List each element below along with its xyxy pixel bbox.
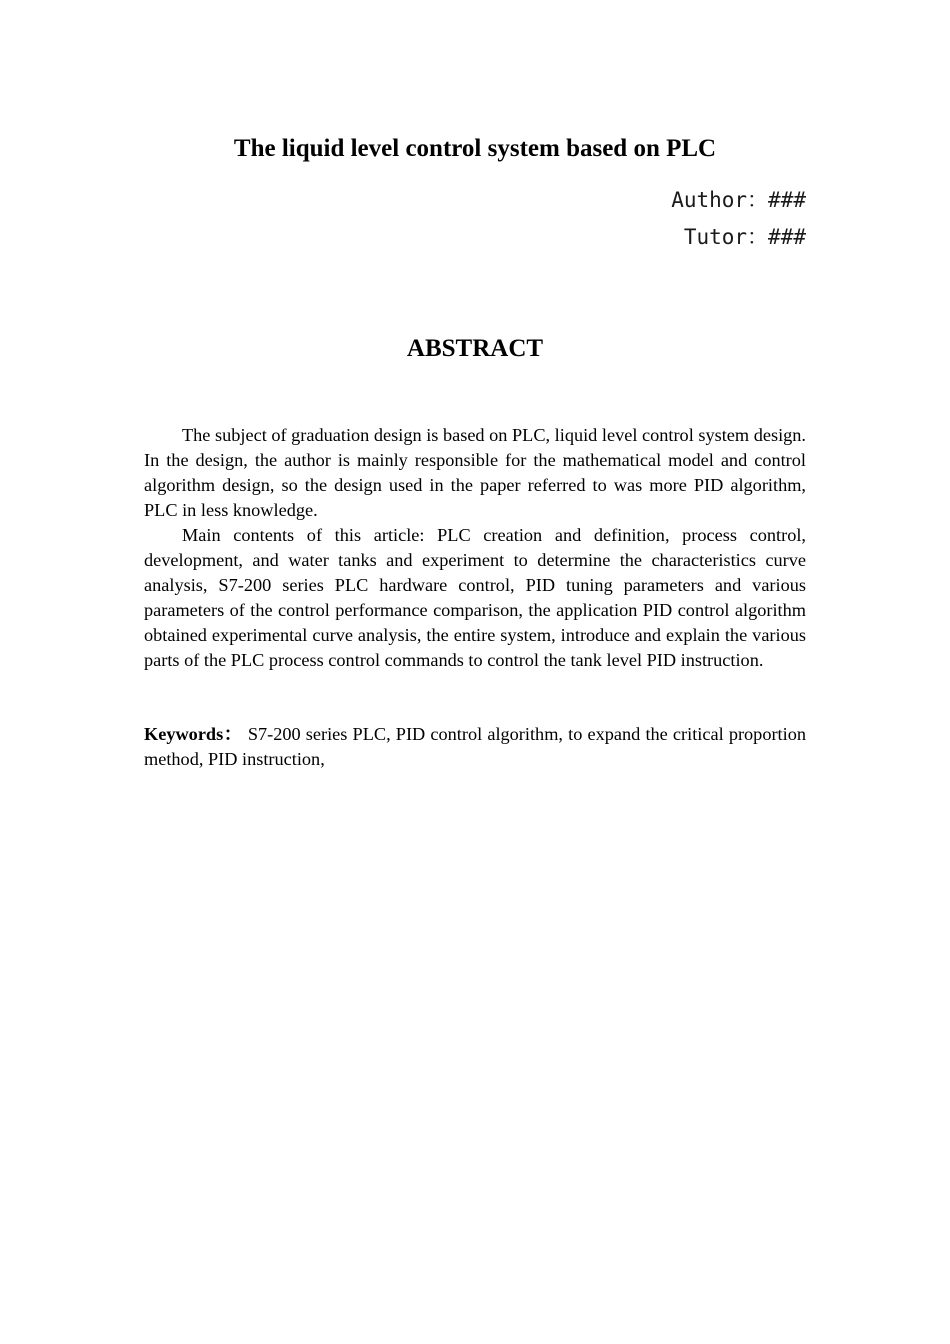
document-title: The liquid level control system based on PLC — [233, 135, 717, 162]
abstract-paragraph-1 — [144, 423, 806, 523]
author-line: Author：### — [671, 188, 806, 212]
abstract-paragraph-2 — [144, 523, 806, 673]
keywords-text: S7-200 series PLC, PID control algorithm, to expand the critical proportion method, PID instruction, — [144, 724, 806, 769]
tutor-line: Tutor：### — [683, 225, 806, 249]
abstract-paragraph-1-text: The subject of graduation design is based on PLC, liquid level control system design. In the design, the author is mainly responsible for the mathematical model and control algorithm design, so the design used in the paper referred to was more PID algorithm, PLC in less knowledge. — [144, 425, 806, 520]
abstract-heading: ABSTRACT — [406, 335, 544, 362]
abstract-paragraph-2-text: Main contents of this article: PLC creation and definition, process control, development, and water tanks and experiment to determine the characteristics curve analysis, S7-200 series PLC hardware control, PID tuning parameters and various parameters of the control performance comparison, the application PID control algorithm obtained experimental curve analysis, the entire system, introduce and explain the various parts of the PLC process control commands to control the tank level PID instruction. — [144, 525, 806, 670]
keywords-label: Keywords： — [144, 724, 243, 744]
keywords-line — [144, 722, 806, 772]
